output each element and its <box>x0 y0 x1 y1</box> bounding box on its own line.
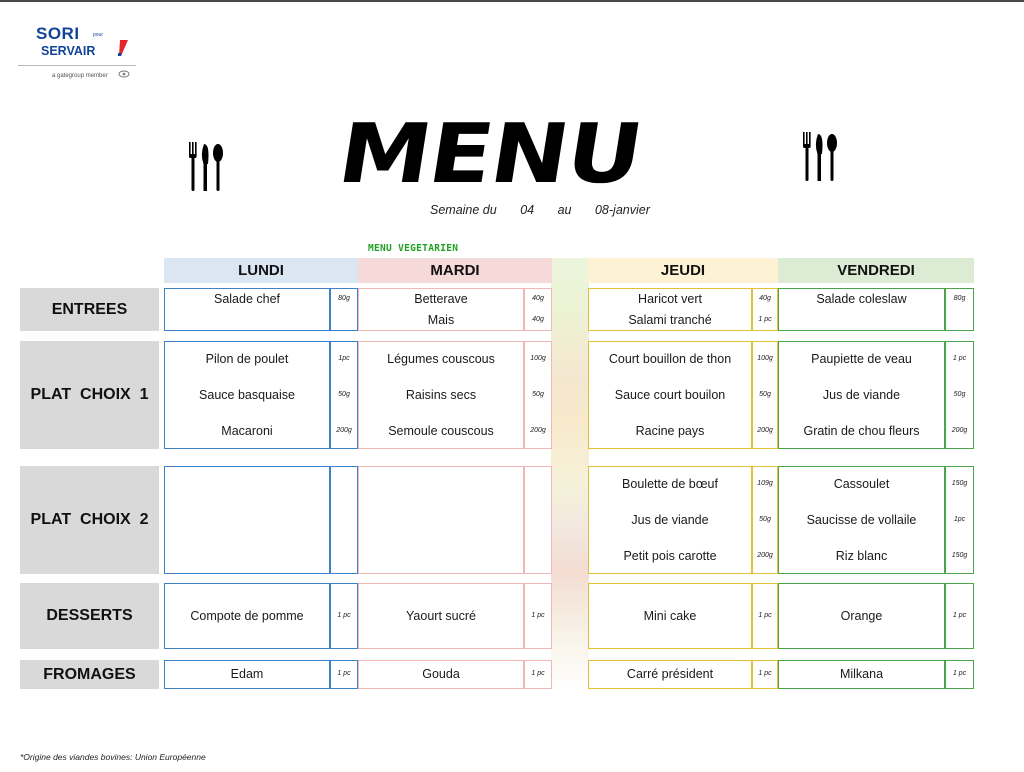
dish-quantity: 1pc <box>338 355 350 362</box>
fruit-background-image <box>551 258 589 690</box>
menu-cell-3-2 <box>588 583 752 649</box>
dish-name: Salade coleslaw <box>816 292 907 306</box>
row-label-4: FROMAGES <box>20 660 159 689</box>
day-header-jeudi: JEUDI <box>588 258 778 283</box>
dish-name: Orange <box>840 609 883 623</box>
qty-cell-0-3 <box>945 288 974 331</box>
dish-quantity: 50g <box>953 391 966 398</box>
dish-quantity: 200g <box>336 427 352 434</box>
dish-quantity: 200g <box>951 427 968 434</box>
cutlery-right-icon <box>800 130 840 190</box>
logo-flag-icon <box>118 40 128 56</box>
dish-name: Mini cake <box>643 609 697 623</box>
qty-cell-4-3 <box>945 660 974 689</box>
menu-cell-1-3 <box>778 341 945 449</box>
dish-name: Saucisse de vollaile <box>806 513 917 527</box>
dish-quantity: 50g <box>759 516 771 523</box>
qty-cell-4-0 <box>330 660 358 689</box>
dish-quantity: 1 pc <box>758 316 772 323</box>
dish-name: Milkana <box>839 667 884 681</box>
qty-cell-4-1 <box>524 660 552 689</box>
qty-cell-2-3 <box>945 466 974 574</box>
dish-name: Raisins secs <box>405 388 477 402</box>
dish-name: Gratin de chou fleurs <box>803 424 920 438</box>
dish-name: Riz blanc <box>835 549 888 563</box>
day-header-lundi: LUNDI <box>164 258 358 283</box>
dish-quantity: 100g <box>757 355 773 362</box>
menu-cell-1-0 <box>164 341 330 449</box>
qty-cell-1-0 <box>330 341 358 449</box>
logo-line-1: SORI <box>36 24 80 43</box>
vegetarian-label: MENU VEGETARIEN <box>368 243 459 254</box>
qty-cell-3-0 <box>330 583 358 649</box>
menu-cell-4-1 <box>358 660 524 689</box>
qty-cell-3-2 <box>752 583 778 649</box>
menu-cell-2-1 <box>358 466 524 574</box>
dish-quantity: 1 pc <box>337 670 351 677</box>
menu-title: MENU <box>332 107 649 202</box>
row-label-3: DESSERTS <box>20 583 159 649</box>
dish-name: Betterave <box>414 292 468 306</box>
dish-quantity: 109g <box>757 480 773 487</box>
dish-name: Jus de viande <box>822 388 901 402</box>
dish-quantity: 1 pc <box>952 670 967 677</box>
dish-name: Petit pois carotte <box>623 549 717 563</box>
menu-cell-1-1 <box>358 341 524 449</box>
day-header-mardi: MARDI <box>358 258 552 283</box>
logo-rule <box>18 65 136 66</box>
dish-quantity: 50g <box>338 391 350 398</box>
dish-quantity: 50g <box>532 391 544 398</box>
dish-quantity: 80g <box>953 295 966 302</box>
week-prefix: Semaine du <box>430 203 497 217</box>
dish-name: Haricot vert <box>638 292 702 306</box>
cutlery-left-icon <box>186 140 226 200</box>
menu-cell-4-3 <box>778 660 945 689</box>
qty-cell-3-3 <box>945 583 974 649</box>
week-range <box>430 203 670 221</box>
qty-cell-1-2 <box>752 341 778 449</box>
dish-name: Salami tranché <box>628 313 712 327</box>
dish-quantity: 50g <box>759 391 771 398</box>
menu-cell-0-2 <box>588 288 752 331</box>
week-to: 08-janvier <box>594 203 650 217</box>
qty-cell-4-2 <box>752 660 778 689</box>
dish-name: Yaourt sucré <box>406 609 476 623</box>
row-label-0: ENTREES <box>20 288 159 331</box>
logo-member-text: a gategroup member <box>52 73 108 79</box>
logo-pour: pour <box>93 32 104 38</box>
dish-quantity: 150g <box>951 552 968 559</box>
dish-quantity: 200g <box>530 427 546 434</box>
dish-name: Court bouillon de thon <box>608 352 732 366</box>
dish-name: Pilon de poulet <box>205 352 289 366</box>
dish-quantity: 150g <box>951 480 968 487</box>
dish-quantity: 1 pc <box>337 612 351 619</box>
menu-cell-3-1 <box>358 583 524 649</box>
week-from: 04 <box>520 203 535 217</box>
qty-cell-3-1 <box>524 583 552 649</box>
dish-quantity: 1 pc <box>531 670 545 677</box>
qty-cell-1-1 <box>524 341 552 449</box>
dish-name: Sauce basquaise <box>199 388 295 402</box>
dish-name: Sauce court bouilon <box>614 388 726 402</box>
dish-quantity: 1 pc <box>758 670 772 677</box>
menu-cell-2-0 <box>164 466 330 574</box>
dish-name: Légumes couscous <box>387 352 495 366</box>
dish-quantity: 40g <box>532 316 544 323</box>
dish-name: Edam <box>230 667 264 681</box>
dish-quantity: 100g <box>530 355 546 362</box>
menu-cell-2-3 <box>778 466 945 574</box>
dish-name: Jus de viande <box>631 513 709 527</box>
dish-quantity: 80g <box>338 295 350 302</box>
menu-cell-4-2 <box>588 660 752 689</box>
dish-name: Salade chef <box>213 292 281 306</box>
qty-cell-2-2 <box>752 466 778 574</box>
menu-cell-3-0 <box>164 583 330 649</box>
menu-cell-0-3 <box>778 288 945 331</box>
qty-cell-0-0 <box>330 288 358 331</box>
dish-name: Racine pays <box>635 424 705 438</box>
dish-name: Macaroni <box>221 424 273 438</box>
menu-cell-0-1 <box>358 288 524 331</box>
dish-name: Compote de pomme <box>190 609 304 623</box>
dish-quantity: 1 pc <box>952 612 967 619</box>
dish-quantity: 40g <box>759 295 771 302</box>
dish-quantity: 1pc <box>953 516 966 523</box>
dish-name: Paupiette de veau <box>811 352 912 366</box>
menu-cell-4-0 <box>164 660 330 689</box>
dish-name: Boulette de bœuf <box>622 477 718 491</box>
row-label-2: PLAT CHOIX 2 <box>20 466 159 574</box>
menu-cell-0-0 <box>164 288 330 331</box>
company-logo <box>18 24 138 86</box>
dish-name: Carré président <box>626 667 714 681</box>
logo-line-2: SERVAIR <box>41 44 96 58</box>
dish-quantity: 40g <box>532 295 544 302</box>
gategroup-mark-icon <box>118 70 130 78</box>
dish-quantity: 200g <box>757 427 773 434</box>
dish-name: Cassoulet <box>833 477 890 491</box>
dish-name: Semoule couscous <box>388 424 494 438</box>
dish-name: Gouda <box>422 667 460 681</box>
qty-cell-0-1 <box>524 288 552 331</box>
dish-name: Mais <box>427 313 455 327</box>
dish-quantity: 1 pc <box>952 355 967 362</box>
dish-quantity: 1 pc <box>531 612 545 619</box>
footnote: *Origine des viandes bovines: Union Européenne <box>20 752 206 762</box>
qty-cell-2-0 <box>330 466 358 574</box>
dish-quantity: 200g <box>757 552 773 559</box>
menu-cell-2-2 <box>588 466 752 574</box>
row-label-1: PLAT CHOIX 1 <box>20 341 159 449</box>
week-au: au <box>557 203 572 217</box>
top-rule <box>0 0 1024 2</box>
qty-cell-2-1 <box>524 466 552 574</box>
qty-cell-1-3 <box>945 341 974 449</box>
menu-cell-3-3 <box>778 583 945 649</box>
day-header-vendredi: VENDREDI <box>778 258 974 283</box>
menu-cell-1-2 <box>588 341 752 449</box>
qty-cell-0-2 <box>752 288 778 331</box>
dish-quantity: 1 pc <box>758 612 772 619</box>
